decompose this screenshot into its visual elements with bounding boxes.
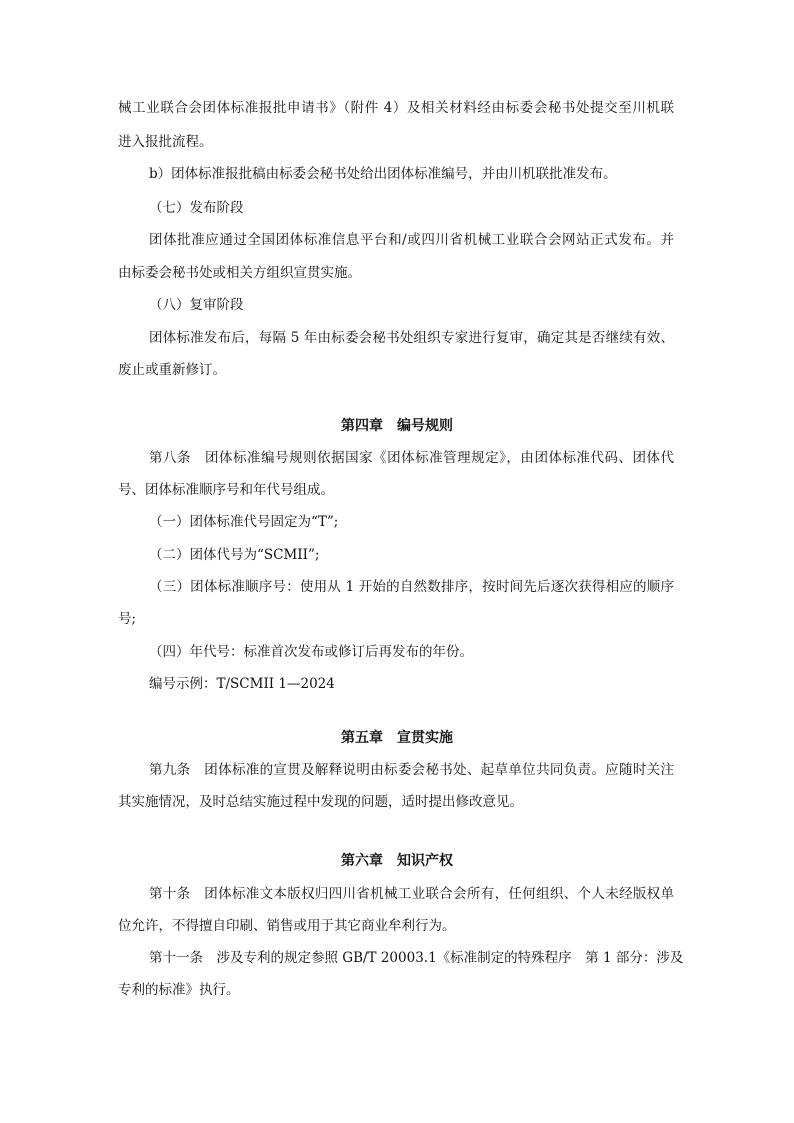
list-item: 号; (118, 611, 137, 627)
paragraph-line: 废止或重新修订。 (118, 362, 226, 378)
paragraph-line: b）团体标准报批稿由标委会秘书处给出团体标准编号，并由川机联批准发布。 (149, 166, 617, 182)
list-item: （四）年代号：标准首次发布或修订后再发布的年份。 (149, 644, 473, 660)
paragraph-line: 由标委会秘书处或相关方组织宣贯实施。 (118, 265, 361, 281)
article-line: 第八条 团体标准编号规则依据国家《团体标准管理规定》，由团体标准代码、团体代 (149, 450, 674, 466)
paragraph-line: 团体标准发布后，每隔 5 年由标委会秘书处组织专家进行复审，确定其是否继续有效、 (149, 330, 674, 346)
section-title: （七）发布阶段 (149, 200, 244, 216)
section-title: （八）复审阶段 (149, 297, 244, 313)
numbering-example: 编号示例：T/SCMII 1—2024 (149, 676, 335, 692)
list-item: （一）团体标准代号固定为“T”; (149, 514, 339, 530)
article-line: 第十一条 涉及专利的规定参照 GB/T 20003.1《标准制定的特殊程序 第 1 部分：涉及 (149, 950, 684, 966)
article-line: 第九条 团体标准的宣贯及解释说明由标委会秘书处、起草单位共同负责。应随时关注 (149, 762, 674, 778)
chapter-heading: 第六章 知识产权 (341, 853, 453, 869)
list-item: （三）团体标准顺序号：使用从 1 开始的自然数排序，按时间先后逐次获得相应的顺序 (149, 579, 674, 595)
article-line: 专利的标准》执行。 (118, 982, 240, 998)
article-line: 号、团体标准顺序号和年代号组成。 (118, 482, 334, 498)
list-item: （二）团体代号为“SCMII”; (149, 547, 320, 563)
chapter-heading: 第四章 编号规则 (341, 418, 453, 434)
paragraph-line: 团体批准应通过全国团体标准信息平台和/或四川省机械工业联合会网站正式发布。并 (149, 232, 674, 248)
chapter-heading: 第五章 宣贯实施 (341, 730, 453, 746)
article-line: 第十条 团体标准文本版权归四川省机械工业联合会所有，任何组织、个人未经版权单 (149, 886, 674, 902)
article-line: 位允许，不得擅自印刷、销售或用于其它商业牟利行为。 (118, 918, 456, 934)
article-line: 其实施情况，及时总结实施过程中发现的问题，适时提出修改意见。 (118, 794, 523, 810)
paragraph-line: 械工业联合会团体标准报批申请书》（附件 4）及相关材料经由标委会秘书处提交至川机联 (118, 100, 674, 116)
paragraph-line: 进入报批流程。 (118, 134, 213, 150)
